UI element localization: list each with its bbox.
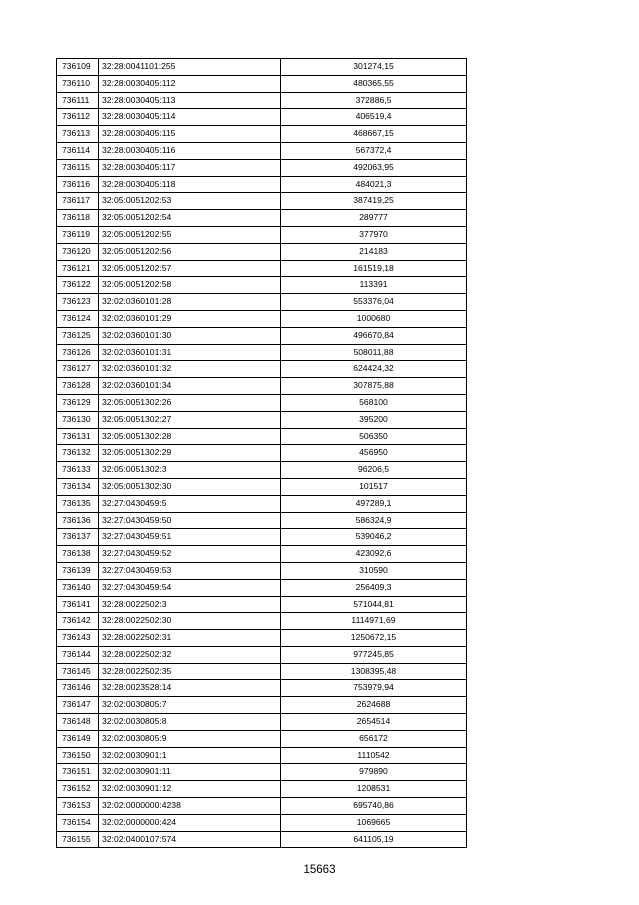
row-id-cell: 736149: [57, 730, 99, 747]
table-row: [57, 512, 467, 529]
cadastral-number-cell: 32:05:0051302:30: [99, 478, 281, 495]
cadastral-number-cell: 32:05:0051302:3: [99, 462, 281, 479]
row-id-cell: 736133: [57, 462, 99, 479]
value-cell: 586324,9: [281, 512, 467, 529]
value-cell: 2654514: [281, 714, 467, 731]
cadastral-number-cell: 32:02:0360101:31: [99, 344, 281, 361]
row-id-cell: 736124: [57, 310, 99, 327]
value-cell: 2624688: [281, 697, 467, 714]
table-row: [57, 546, 467, 563]
table-row: [57, 243, 467, 260]
table-row: [57, 478, 467, 495]
row-id-cell: 736153: [57, 798, 99, 815]
table-row: [57, 747, 467, 764]
table-row: [57, 176, 467, 193]
row-id-cell: 736109: [57, 59, 99, 76]
table-row: [57, 294, 467, 311]
cadastral-number-cell: 32:02:0030901:11: [99, 764, 281, 781]
cadastral-number-cell: 32:28:0023528:14: [99, 680, 281, 697]
row-id-cell: 736115: [57, 159, 99, 176]
table-row: [57, 764, 467, 781]
value-cell: 539046,2: [281, 529, 467, 546]
table-row: [57, 142, 467, 159]
value-cell: 656172: [281, 730, 467, 747]
value-cell: 289777: [281, 210, 467, 227]
value-cell: 1250672,15: [281, 630, 467, 647]
table-row: [57, 310, 467, 327]
cadastral-number-cell: 32:05:0051302:28: [99, 428, 281, 445]
row-id-cell: 736132: [57, 445, 99, 462]
row-id-cell: 736136: [57, 512, 99, 529]
value-cell: 301274,15: [281, 59, 467, 76]
table-row: [57, 663, 467, 680]
cadastral-number-cell: 32:05:0051302:26: [99, 394, 281, 411]
table-row: [57, 394, 467, 411]
row-id-cell: 736143: [57, 630, 99, 647]
value-cell: 96206,5: [281, 462, 467, 479]
value-cell: 553376,04: [281, 294, 467, 311]
table-row: [57, 109, 467, 126]
value-cell: 101517: [281, 478, 467, 495]
value-cell: 695740,86: [281, 798, 467, 815]
cadastral-number-cell: 32:28:0030405:118: [99, 176, 281, 193]
value-cell: 161519,18: [281, 260, 467, 277]
table-row: [57, 344, 467, 361]
row-id-cell: 736150: [57, 747, 99, 764]
value-cell: 310590: [281, 562, 467, 579]
row-id-cell: 736123: [57, 294, 99, 311]
table-row: [57, 613, 467, 630]
table-row: [57, 781, 467, 798]
value-cell: 508011,88: [281, 344, 467, 361]
cadastral-number-cell: 32:28:0030405:116: [99, 142, 281, 159]
table-row: [57, 730, 467, 747]
row-id-cell: 736151: [57, 764, 99, 781]
cadastral-number-cell: 32:02:0360101:28: [99, 294, 281, 311]
value-cell: 1110542: [281, 747, 467, 764]
value-cell: 214183: [281, 243, 467, 260]
cadastral-number-cell: 32:27:0430459:5: [99, 495, 281, 512]
row-id-cell: 736125: [57, 327, 99, 344]
row-id-cell: 736126: [57, 344, 99, 361]
value-cell: 1308395,48: [281, 663, 467, 680]
cadastral-number-cell: 32:27:0430459:53: [99, 562, 281, 579]
cadastral-number-cell: 32:02:0360101:34: [99, 378, 281, 395]
cadastral-number-cell: 32:27:0430459:54: [99, 579, 281, 596]
value-cell: 568100: [281, 394, 467, 411]
row-id-cell: 736137: [57, 529, 99, 546]
table-row: [57, 75, 467, 92]
cadastral-number-cell: 32:02:0360101:29: [99, 310, 281, 327]
table-row: [57, 714, 467, 731]
cadastral-number-cell: 32:05:0051302:29: [99, 445, 281, 462]
row-id-cell: 736134: [57, 478, 99, 495]
value-cell: 307875,88: [281, 378, 467, 395]
table-row: [57, 361, 467, 378]
row-id-cell: 736121: [57, 260, 99, 277]
row-id-cell: 736140: [57, 579, 99, 596]
value-cell: 496670,84: [281, 327, 467, 344]
value-cell: 1000680: [281, 310, 467, 327]
cadastral-number-cell: 32:28:0022502:30: [99, 613, 281, 630]
value-cell: 1114971,69: [281, 613, 467, 630]
value-cell: 1069665: [281, 814, 467, 831]
value-cell: 484021,3: [281, 176, 467, 193]
cadastral-number-cell: 32:02:0030901:1: [99, 747, 281, 764]
page-number: 15663: [303, 864, 336, 876]
table-row: [57, 697, 467, 714]
row-id-cell: 736119: [57, 226, 99, 243]
cadastral-number-cell: 32:05:0051202:55: [99, 226, 281, 243]
row-id-cell: 736146: [57, 680, 99, 697]
value-cell: 377970: [281, 226, 467, 243]
table-row: [57, 445, 467, 462]
row-id-cell: 736141: [57, 596, 99, 613]
cadastral-number-cell: 32:05:0051202:56: [99, 243, 281, 260]
row-id-cell: 736147: [57, 697, 99, 714]
value-cell: 977245,85: [281, 646, 467, 663]
cadastral-number-cell: 32:02:0000000:424: [99, 814, 281, 831]
table-row: [57, 126, 467, 143]
cadastral-number-cell: 32:28:0022502:32: [99, 646, 281, 663]
table-row: [57, 428, 467, 445]
row-id-cell: 736152: [57, 781, 99, 798]
row-id-cell: 736120: [57, 243, 99, 260]
value-cell: 423092,6: [281, 546, 467, 563]
cadastral-number-cell: 32:02:0030901:12: [99, 781, 281, 798]
row-id-cell: 736138: [57, 546, 99, 563]
row-id-cell: 736112: [57, 109, 99, 126]
table-row: [57, 579, 467, 596]
cadastral-number-cell: 32:02:0400107:574: [99, 831, 281, 848]
cadastral-number-cell: 32:28:0022502:35: [99, 663, 281, 680]
cadastral-number-cell: 32:05:0051302:27: [99, 411, 281, 428]
cadastral-value-table-container: [56, 58, 467, 848]
cadastral-number-cell: 32:28:0030405:113: [99, 92, 281, 109]
table-body: [57, 59, 467, 848]
value-cell: 979890: [281, 764, 467, 781]
table-row: [57, 327, 467, 344]
cadastral-value-table: [56, 58, 467, 848]
table-row: [57, 277, 467, 294]
row-id-cell: 736117: [57, 193, 99, 210]
cadastral-number-cell: 32:02:0030805:9: [99, 730, 281, 747]
value-cell: 387419,25: [281, 193, 467, 210]
cadastral-number-cell: 32:05:0051202:54: [99, 210, 281, 227]
table-row: [57, 226, 467, 243]
row-id-cell: 736142: [57, 613, 99, 630]
value-cell: 256409,3: [281, 579, 467, 596]
cadastral-number-cell: 32:02:0030805:8: [99, 714, 281, 731]
row-id-cell: 736122: [57, 277, 99, 294]
value-cell: 372886,5: [281, 92, 467, 109]
table-row: [57, 630, 467, 647]
row-id-cell: 736129: [57, 394, 99, 411]
row-id-cell: 736116: [57, 176, 99, 193]
cadastral-number-cell: 32:28:0041101:255: [99, 59, 281, 76]
cadastral-number-cell: 32:27:0430459:50: [99, 512, 281, 529]
cadastral-number-cell: 32:28:0030405:115: [99, 126, 281, 143]
table-row: [57, 646, 467, 663]
row-id-cell: 736148: [57, 714, 99, 731]
cadastral-number-cell: 32:27:0430459:51: [99, 529, 281, 546]
table-row: [57, 159, 467, 176]
row-id-cell: 736114: [57, 142, 99, 159]
row-id-cell: 736145: [57, 663, 99, 680]
table-row: [57, 59, 467, 76]
cadastral-number-cell: 32:02:0000000:4238: [99, 798, 281, 815]
row-id-cell: 736131: [57, 428, 99, 445]
value-cell: 497289,1: [281, 495, 467, 512]
cadastral-number-cell: 32:28:0030405:117: [99, 159, 281, 176]
cadastral-number-cell: 32:02:0360101:32: [99, 361, 281, 378]
table-row: [57, 260, 467, 277]
table-row: [57, 411, 467, 428]
value-cell: 506350: [281, 428, 467, 445]
cadastral-number-cell: 32:02:0030805:7: [99, 697, 281, 714]
value-cell: 641105,19: [281, 831, 467, 848]
value-cell: 480365,55: [281, 75, 467, 92]
cadastral-number-cell: 32:05:0051202:58: [99, 277, 281, 294]
value-cell: 753979,94: [281, 680, 467, 697]
value-cell: 492063,95: [281, 159, 467, 176]
table-row: [57, 529, 467, 546]
row-id-cell: 736139: [57, 562, 99, 579]
value-cell: 113391: [281, 277, 467, 294]
table-row: [57, 193, 467, 210]
row-id-cell: 736128: [57, 378, 99, 395]
cadastral-number-cell: 32:28:0030405:112: [99, 75, 281, 92]
row-id-cell: 736135: [57, 495, 99, 512]
cadastral-number-cell: 32:05:0051202:57: [99, 260, 281, 277]
table-row: [57, 210, 467, 227]
table-row: [57, 495, 467, 512]
value-cell: 1208531: [281, 781, 467, 798]
row-id-cell: 736130: [57, 411, 99, 428]
table-row: [57, 798, 467, 815]
value-cell: 406519,4: [281, 109, 467, 126]
value-cell: 624424,32: [281, 361, 467, 378]
value-cell: 567372,4: [281, 142, 467, 159]
row-id-cell: 736113: [57, 126, 99, 143]
value-cell: 571044,81: [281, 596, 467, 613]
table-row: [57, 814, 467, 831]
table-row: [57, 462, 467, 479]
row-id-cell: 736155: [57, 831, 99, 848]
row-id-cell: 736110: [57, 75, 99, 92]
row-id-cell: 736144: [57, 646, 99, 663]
cadastral-number-cell: 32:28:0022502:3: [99, 596, 281, 613]
table-row: [57, 596, 467, 613]
table-row: [57, 562, 467, 579]
cadastral-number-cell: 32:28:0022502:31: [99, 630, 281, 647]
row-id-cell: 736154: [57, 814, 99, 831]
table-row: [57, 831, 467, 848]
value-cell: 456950: [281, 445, 467, 462]
row-id-cell: 736127: [57, 361, 99, 378]
table-row: [57, 378, 467, 395]
value-cell: 468667,15: [281, 126, 467, 143]
row-id-cell: 736118: [57, 210, 99, 227]
row-id-cell: 736111: [57, 92, 99, 109]
cadastral-number-cell: 32:27:0430459:52: [99, 546, 281, 563]
cadastral-number-cell: 32:02:0360101:30: [99, 327, 281, 344]
table-row: [57, 680, 467, 697]
cadastral-number-cell: 32:28:0030405:114: [99, 109, 281, 126]
value-cell: 395200: [281, 411, 467, 428]
table-row: [57, 92, 467, 109]
cadastral-number-cell: 32:05:0051202:53: [99, 193, 281, 210]
